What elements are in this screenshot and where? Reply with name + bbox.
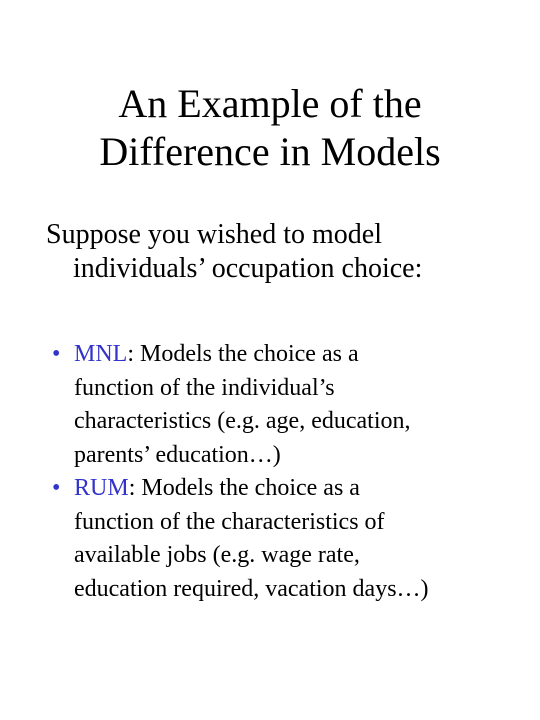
bullet-line: characteristics (e.g. age, education, xyxy=(74,408,411,434)
bullet-item-mnl xyxy=(52,338,522,472)
bullet-term: RUM xyxy=(74,475,129,501)
slide-title-line: Difference in Models xyxy=(99,129,441,174)
bullet-text: : Models the choice as a xyxy=(127,341,359,367)
bullet-list xyxy=(52,338,522,606)
bullet-line: education required, vacation days…) xyxy=(74,575,429,602)
bullet-term: MNL xyxy=(74,341,128,367)
bullet-line xyxy=(74,338,522,372)
bullet-icon: • xyxy=(52,341,61,367)
bullet-line: function of the individual’s xyxy=(74,374,335,401)
bullet-item-rum xyxy=(52,472,522,606)
slide-title-line: An Example of the xyxy=(118,81,422,126)
intro-line: Suppose you wished to model xyxy=(46,219,382,250)
intro-text xyxy=(46,218,516,286)
bullet-text: : Models the choice as a xyxy=(128,475,360,501)
slide-title xyxy=(30,80,510,176)
bullet-icon: • xyxy=(52,475,61,501)
bullet-line: available jobs (e.g. wage rate, xyxy=(74,542,360,568)
bullet-line: parents’ education…) xyxy=(74,441,281,468)
bullet-line xyxy=(74,472,522,506)
bullet-line: function of the characteristics of xyxy=(74,508,385,535)
intro-line: individuals’ occupation choice: xyxy=(73,253,423,284)
